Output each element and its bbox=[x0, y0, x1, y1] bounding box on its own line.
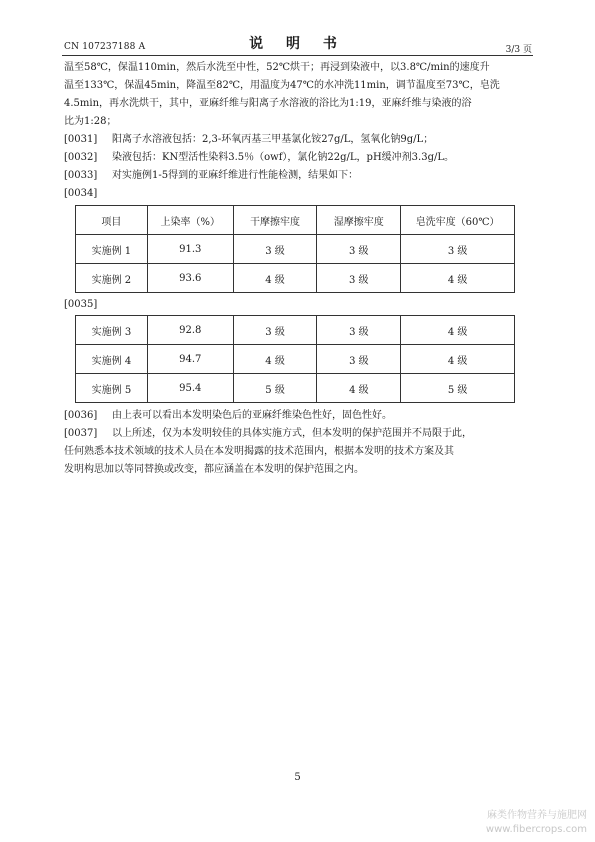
table-cell: 92.8 bbox=[147, 316, 233, 345]
table-cell: 5 级 bbox=[233, 374, 317, 403]
table-cell: 93.6 bbox=[147, 264, 233, 293]
paragraph-text: 阳离子水溶液包括：2,3-环氧丙基三甲基氯化铵27g/L，氢氧化钠9g/L； bbox=[112, 134, 434, 145]
paragraph-text: 染液包括：KN型活性染料3.5％（owf），氯化钠22g/L，pH缓冲剂3.3g/L。 bbox=[112, 152, 454, 163]
header-cell: 上染率（%） bbox=[147, 206, 233, 235]
table-header-row bbox=[76, 206, 515, 235]
table-row bbox=[76, 316, 515, 345]
table-cell: 95.4 bbox=[147, 374, 233, 403]
paragraph-number: [0033] bbox=[64, 170, 98, 181]
paragraph-number: [0036] bbox=[64, 410, 98, 421]
paragraph-number: [0037] bbox=[64, 428, 98, 439]
paragraph-text: 由上表可以看出本发明染色后的亚麻纤维染色性好，固色性好。 bbox=[112, 410, 392, 421]
watermark-url: www.fibercrops.com bbox=[485, 824, 587, 835]
table-cell: 4 级 bbox=[401, 345, 515, 374]
paragraph-number: [0035] bbox=[64, 299, 98, 310]
table-row bbox=[76, 345, 515, 374]
header-rule bbox=[62, 55, 533, 56]
text-line: 温至58℃，保温110min，然后水洗至中性，52℃烘干；再浸到染液中，以3.8℃/min的速度升 bbox=[64, 62, 490, 73]
results-table-2 bbox=[75, 315, 515, 403]
table-cell: 3 级 bbox=[317, 345, 401, 374]
table-cell: 3 级 bbox=[401, 235, 515, 264]
table-row bbox=[76, 235, 515, 264]
paragraph-number: [0034] bbox=[64, 188, 98, 199]
paragraph-text: 以上所述，仅为本发明较佳的具体实施方式，但本发明的保护范围并不局限于此， bbox=[112, 428, 472, 439]
table-cell: 实施例 1 bbox=[76, 235, 148, 264]
intro-paragraph bbox=[64, 59, 534, 131]
results-table-1 bbox=[75, 205, 515, 293]
table-cell: 实施例 5 bbox=[76, 374, 148, 403]
table-cell: 3 级 bbox=[317, 316, 401, 345]
closing-paragraph bbox=[64, 443, 534, 479]
header-cell: 干摩擦牢度 bbox=[233, 206, 317, 235]
table-cell: 3 级 bbox=[317, 235, 401, 264]
patent-number: CN 107237188 A bbox=[64, 42, 146, 52]
table-row bbox=[76, 264, 515, 293]
table-cell: 实施例 3 bbox=[76, 316, 148, 345]
site-watermark bbox=[486, 809, 587, 837]
text-line: 任何熟悉本技术领域的技术人员在本发明揭露的技术范围内，根据本发明的技术方案及其 bbox=[64, 446, 454, 457]
table-cell: 5 级 bbox=[401, 374, 515, 403]
table-cell: 4 级 bbox=[401, 264, 515, 293]
table-row bbox=[76, 374, 515, 403]
table-cell: 4 级 bbox=[317, 374, 401, 403]
table-cell: 3 级 bbox=[317, 264, 401, 293]
paragraph-text: 对实施例1-5得到的亚麻纤维进行性能检测，结果如下： bbox=[112, 170, 359, 181]
table-cell: 实施例 4 bbox=[76, 345, 148, 374]
header-cell: 湿摩擦牢度 bbox=[317, 206, 401, 235]
text-line: 比为1:28； bbox=[64, 116, 117, 127]
header-cell: 项目 bbox=[76, 206, 148, 235]
page-number: 5 bbox=[294, 772, 301, 783]
paragraph-number: [0031] bbox=[64, 134, 98, 145]
table-cell: 91.3 bbox=[147, 235, 233, 264]
document-title: 说 明 书 bbox=[249, 36, 346, 52]
table-cell: 实施例 2 bbox=[76, 264, 148, 293]
header-cell: 皂洗牢度（60℃） bbox=[401, 206, 515, 235]
table-cell: 94.7 bbox=[147, 345, 233, 374]
table-cell: 3 级 bbox=[233, 316, 317, 345]
watermark-title: 麻类作物营养与施肥网 bbox=[487, 810, 587, 821]
page-of-total: 3/3 页 bbox=[505, 45, 532, 55]
text-line: 发明构思加以等同替换或改变，都应涵盖在本发明的保护范围之内。 bbox=[64, 464, 364, 475]
table-cell: 4 级 bbox=[401, 316, 515, 345]
paragraph-number: [0032] bbox=[64, 152, 98, 163]
text-line: 温至133℃，保温45min，降温至82℃，用温度为47℃的水冲洗11min，调节温度至73℃，皂洗 bbox=[64, 80, 500, 91]
text-line: 4.5min，再水洗烘干，其中，亚麻纤维与阳离子水溶液的浴比为1:19，亚麻纤维与染液的浴 bbox=[64, 98, 472, 109]
table-cell: 4 级 bbox=[233, 264, 317, 293]
table-cell: 4 级 bbox=[233, 345, 317, 374]
table-cell: 3 级 bbox=[233, 235, 317, 264]
